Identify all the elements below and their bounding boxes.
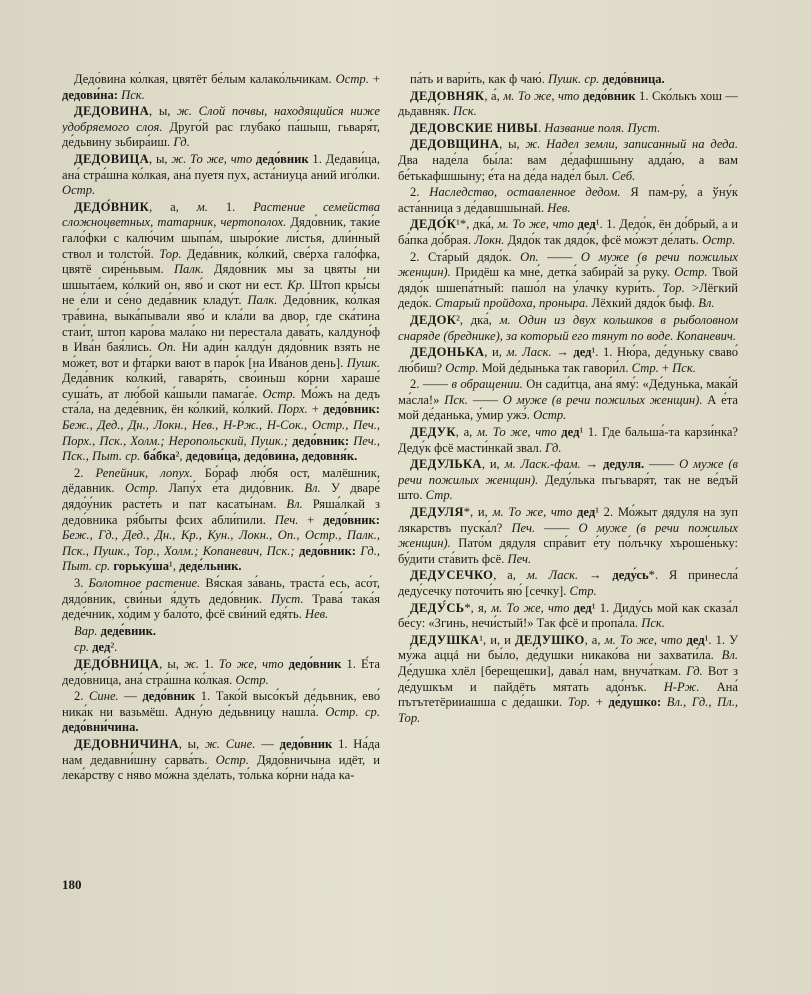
entry-text: ¹ 1. Диду́сь мой как сказа́л бе́су: «Згинь, нечи́стый!» Так фсё и пропа́ла. bbox=[398, 600, 738, 631]
entry-text: + bbox=[298, 512, 324, 527]
dictionary-entry bbox=[62, 657, 380, 688]
entry-text: дед bbox=[561, 425, 580, 440]
entry-text: , ы, bbox=[149, 151, 172, 166]
entry-text: Дядо́к так дядо́к, фсё мо́жэт де́лать. bbox=[504, 232, 703, 247]
entry-text: м. То же, что bbox=[497, 217, 574, 232]
headword: ДЕДОВИЦА bbox=[74, 151, 150, 166]
entry-text: Вя́ская за́вань, траста́ есь, асо́т, дядо́вник, сви́ньи я́дуть дедо́вник. bbox=[62, 576, 380, 606]
entry-text: Мо́жъ на дедъ ста́ла, на деде́вник, ён ко́лкий, ко́лкий. bbox=[62, 386, 380, 417]
entry-text: дедови́ца, дедо́вина, дедовня́к. bbox=[185, 449, 358, 464]
entry-text: То же, что bbox=[218, 656, 284, 671]
entry-text: + bbox=[590, 695, 609, 710]
entry-text: Пск. bbox=[444, 392, 468, 407]
entry-text: Деду́лька пъгьваря́т, так не ве́дъй што. bbox=[398, 472, 738, 503]
entry-text: Болотное растение. bbox=[88, 576, 201, 590]
entry-text: дедо́вник bbox=[142, 689, 196, 704]
entry-text: Дедо́вник, ко́лкая тра́винa, выка́пывали яво́ и кла́ли ва двор, где ска́тина стаи́т, штоп каро́ва мала́ко ни перестала дава́ть, калдуно́ф в Ива́н бая́лись. bbox=[62, 293, 380, 355]
entry-text: 1. На́да нам дедавни́шну сарва́ть. bbox=[62, 736, 380, 767]
entry-text: Вот з де́душкъм и пайдёть мятать адо́нък. bbox=[398, 663, 738, 694]
entry-text: дедо́вник bbox=[279, 736, 333, 751]
entry-text: м. То же, что bbox=[491, 600, 570, 615]
headword: ДЕДУК bbox=[410, 425, 456, 440]
entry-text: Остр. bbox=[674, 265, 708, 280]
entry-text: Пск. bbox=[672, 360, 696, 375]
dictionary-entry bbox=[398, 345, 738, 376]
entry-text: Дедо́вина ко́лкая, цвятёт бе́лым калако́льчикам. bbox=[74, 72, 336, 86]
headword: ДЕДУШКА bbox=[410, 632, 480, 647]
dictionary-entry bbox=[398, 377, 738, 424]
entry-text: Остр. bbox=[215, 752, 249, 767]
entry-text: м. То же, что bbox=[476, 425, 557, 440]
entry-text: Стр. bbox=[631, 360, 659, 375]
entry-text: 1. Дедави́ца, ана́ стра́шна ко́лкая, ана́ пуетя пух, аста́ниуца аний иго́лки. bbox=[62, 151, 380, 182]
entry-text: Остр. bbox=[533, 408, 567, 423]
entry-text: + bbox=[307, 402, 324, 417]
entry-text: де́душко: bbox=[608, 695, 662, 710]
entry-text: Два наде́ла бы́ла: вам де́дафшшыну адда́ю, а вам бе́тькафшшыну; е́та на де́да наде́л был. bbox=[398, 152, 738, 183]
entry-text: Ана́ пътътетёрииашша с де́дашки. bbox=[398, 679, 738, 710]
entry-text: , ы, bbox=[178, 736, 206, 751]
entry-text: Тор. bbox=[662, 280, 685, 295]
entry-text: Мой де́дынька так гавори́л. bbox=[478, 360, 632, 375]
entry-text: *, и, bbox=[463, 505, 493, 520]
dictionary-entry bbox=[398, 137, 738, 184]
dictionary-entry bbox=[398, 601, 738, 632]
entry-text: дед bbox=[686, 632, 705, 647]
entry-text: → bbox=[551, 345, 574, 360]
entry-text: Деда́вник, ко́лкий, све́рха гало́фка, цвятё сире́ньвым. bbox=[62, 246, 380, 277]
entry-text: , ы, bbox=[499, 137, 526, 152]
entry-text: Гд. bbox=[686, 663, 703, 678]
entry-text: ба́бка bbox=[143, 449, 176, 464]
entry-text: Тор. bbox=[567, 695, 591, 710]
dictionary-entry bbox=[398, 505, 738, 567]
entry-text: Вл. bbox=[286, 497, 303, 512]
entry-text: Остр. bbox=[445, 360, 479, 375]
entry-text: Пск. bbox=[641, 616, 665, 631]
entry-text: 1. Тако́й высо́къй де́дьвник, ево́ ника́к ни вазьмёш. Адну́ю де́дьвницу нашла́. bbox=[62, 689, 380, 719]
entry-text: Друго́й рас глубако́ па́шыш, гьваря́т, де́дьвину зьбира́иш. bbox=[62, 119, 380, 150]
entry-text: ¹*, дка́, bbox=[456, 217, 498, 232]
dictionary-entry bbox=[62, 152, 380, 199]
entry-text: О муже (в речи пожилых женщин). bbox=[398, 457, 738, 487]
headword: ДЕДОВНИЧИНА bbox=[74, 736, 179, 751]
entry-text: , и, bbox=[481, 457, 505, 472]
entry-text: Твой дядо́к шшепа́тный: пашо́л на у́лачку кури́ть. bbox=[398, 265, 738, 295]
headword: ДЕДО́К bbox=[410, 217, 457, 232]
entry-text: Репейник, лопух. bbox=[95, 465, 193, 480]
entry-text: дед bbox=[92, 640, 111, 655]
entry-text: Остр. ср. bbox=[325, 704, 380, 719]
entry-text: О муже (в речи пожилых женщин). bbox=[502, 392, 703, 407]
entry-text: 2. bbox=[74, 465, 96, 480]
entry-text: ¹ 2. Мо́жыт дядуля на зуп лякарствъ пуска́л? bbox=[398, 505, 738, 535]
entry-text: 1. bbox=[199, 656, 219, 671]
entry-text: дедо́вница. bbox=[602, 72, 665, 86]
entry-text: 1. Е́та дедо́вница, ана́ стра́шна ко́лкая. bbox=[62, 656, 380, 687]
entry-text: Пск. bbox=[121, 87, 145, 102]
entry-text: ¹. 1. Ню́ра, де́дуньку сваво́ лю́биш? bbox=[398, 345, 738, 375]
headword: ДЕДОК bbox=[410, 312, 457, 327]
entry-text: → bbox=[578, 568, 613, 583]
entry-text: ¹, и, и bbox=[479, 632, 515, 647]
entry-text: 2. bbox=[410, 185, 430, 200]
entry-text: Оп. bbox=[520, 249, 539, 264]
entry-text: ², дка́, bbox=[456, 312, 500, 327]
dictionary-entry bbox=[62, 640, 380, 656]
entry-text: дедо́вник: bbox=[299, 543, 356, 558]
entry-text: дедо́вни́чина. bbox=[62, 720, 139, 735]
headword: ДЕДОВИНА bbox=[74, 104, 150, 119]
dictionary-entry bbox=[62, 624, 380, 640]
entry-text: Кр. bbox=[287, 277, 306, 292]
entry-text: , а, bbox=[493, 568, 527, 583]
entry-text: деде́вник. bbox=[100, 623, 157, 638]
entry-text: —— bbox=[535, 520, 579, 535]
entry-text: Беж., Дед., Дн., Локн., Нев., Н-Рж., Н-Сок., Остр., Печ., Порх., Пск., Холм.; Неропольский, Пушк.; bbox=[62, 418, 380, 448]
entry-text: Вл. bbox=[698, 296, 715, 311]
entry-text: ¹. 1. Дедо́к, ён до́брый, а и ба́пка до́брая. bbox=[398, 217, 738, 247]
entry-text: ж. Слой почвы, находящийся ниже удобряемого слоя. bbox=[62, 104, 380, 134]
entry-text: 3. bbox=[74, 576, 89, 590]
entry-text: , ы, bbox=[159, 656, 185, 671]
entry-text: Лёхкий дядо́к быф. bbox=[588, 296, 699, 311]
entry-text: + bbox=[658, 360, 673, 375]
entry-text: Печ. bbox=[274, 512, 299, 527]
headword: ДЕДУ́СЬ bbox=[410, 600, 465, 615]
entry-text: *. Я принесла́ деду́сечку поточи́ть яю́ [сечку]. bbox=[398, 568, 738, 598]
dictionary-entry bbox=[62, 737, 380, 784]
dictionary-entry bbox=[62, 576, 380, 623]
entry-text: Стр. bbox=[425, 488, 453, 503]
entry-text: деду́сь bbox=[612, 568, 649, 583]
headword: ДЕДО́ВНИК bbox=[74, 199, 150, 214]
entry-text: Название поля. Пуст. bbox=[544, 120, 661, 135]
entry-text: Лапу́х е́та дидо́вник. bbox=[158, 481, 305, 496]
entry-text: Пск. bbox=[453, 104, 477, 119]
dictionary-entry bbox=[398, 185, 738, 216]
entry-text: Остр. bbox=[235, 672, 269, 687]
entry-text: Дядо́вник, таки́е гало́фки с калю́чим шыпа́м, шыро́кие ли́стья, дли́нный ствол и толсто́й. bbox=[62, 215, 380, 261]
entry-text: Вл. bbox=[721, 648, 738, 663]
entry-text: — bbox=[255, 736, 280, 751]
entry-text: — bbox=[118, 689, 143, 704]
entry-text: м. Один из двух кольшков в рыболовном снаряде (бреднике), за который его тянут по воде. Копаневич. bbox=[398, 312, 738, 343]
entry-text: Придёш ка мне́, детка́ забира́й за́ руку. bbox=[450, 265, 675, 280]
entry-text: Печ. bbox=[507, 551, 532, 566]
entry-text: дедо́вник: bbox=[323, 512, 380, 527]
entry-text: Остр. bbox=[125, 481, 159, 496]
entry-text: Старый пройдоха, проныра. bbox=[434, 296, 589, 311]
entry-text: ², bbox=[175, 449, 186, 464]
entry-text: дед bbox=[577, 505, 596, 520]
left-column bbox=[62, 72, 380, 832]
entry-text: дед bbox=[573, 345, 592, 360]
entry-text: дед bbox=[577, 217, 596, 232]
entry-text: Вл. bbox=[304, 481, 321, 496]
entry-text: ¹. 1. У му́жа аццá ни бы́ло, де́душки никако́ва ни захвати́ла. bbox=[398, 632, 738, 663]
entry-text: , а, bbox=[149, 199, 197, 214]
entry-text: Сине. bbox=[89, 689, 119, 704]
entry-text: м. Ласк. bbox=[526, 568, 579, 583]
headword: ДЕДУЛЯ bbox=[410, 505, 464, 520]
entry-text: А е́та мой де́данька, у́мир ужэ́. bbox=[398, 392, 738, 423]
entry-text: 2. Ста́рый дядо́к. bbox=[410, 249, 521, 264]
entry-text: Оп. bbox=[157, 340, 177, 355]
entry-text: Палк. bbox=[173, 262, 204, 277]
entry-text: дедо́вник bbox=[288, 656, 342, 671]
entry-text: Стр. bbox=[569, 584, 597, 598]
entry-text: Остр. bbox=[702, 232, 736, 247]
entry-text: → bbox=[580, 457, 603, 472]
entry-text: ср. bbox=[74, 640, 93, 655]
entry-text: Печ. bbox=[511, 520, 536, 535]
entry-text: ж. То же, что bbox=[171, 151, 253, 166]
entry-text: Локн. bbox=[474, 232, 505, 247]
dictionary-entry bbox=[398, 313, 738, 344]
entry-text: Тор. bbox=[159, 246, 182, 261]
entry-text: ¹, bbox=[169, 559, 180, 574]
entry-text: У дваре́ дядо́у́ник расте́ть и пат касаты́нам. bbox=[62, 481, 380, 512]
entry-text: Н-Рж. bbox=[663, 679, 700, 694]
entry-text: Я пам-ру́, а ўну́к аста́нница з де́давшшынай. bbox=[398, 185, 738, 215]
dictionary-entry bbox=[398, 121, 738, 137]
entry-text: Гд., Пыт. ср. bbox=[62, 543, 380, 574]
entry-text: па́ть и вари́ть, как ф чаю́. bbox=[410, 72, 548, 86]
entry-text: дед bbox=[573, 600, 592, 615]
entry-text: деде́льник. bbox=[179, 559, 242, 574]
dictionary-entry bbox=[62, 104, 380, 151]
entry-text: дедови́на: bbox=[62, 87, 118, 102]
entry-text: м. Ласк. bbox=[506, 345, 552, 360]
dictionary-entry bbox=[62, 466, 380, 575]
headword: ДЕДО́ВНИЦА bbox=[74, 656, 160, 671]
entry-text: Штоп кры́сы не е́ли и се́но деда́вник кладу́т. bbox=[62, 277, 380, 308]
entry-text: + bbox=[368, 72, 380, 86]
entry-text: м. bbox=[196, 199, 208, 214]
entry-text: Печ., Пск., Пыт. ср. bbox=[62, 433, 380, 464]
headword: ДЕДУШКО bbox=[514, 632, 585, 647]
entry-text: Беж., Гд., Дед., Дн., Кр., Кун., Локн., Оп., Остр., Палк., Пск., Пушк., Тор., Холм.; Копаневич, Пск.; bbox=[62, 528, 380, 558]
entry-text: горьку́ша bbox=[113, 559, 170, 574]
entry-text: *, я, bbox=[464, 600, 492, 615]
headword: ДЕДУСЕЧКО bbox=[410, 568, 494, 583]
dictionary-entry bbox=[398, 457, 738, 504]
entry-text: ж. Надел земли, записанный на деда. bbox=[525, 137, 738, 152]
entry-text: , и, bbox=[484, 345, 507, 360]
entry-text: Остр. bbox=[262, 386, 296, 401]
entry-text: , ы, bbox=[149, 104, 178, 119]
entry-text: м. То же, что bbox=[492, 505, 573, 520]
headword: ДЕДОВНЯК bbox=[410, 88, 485, 103]
page-number: 180 bbox=[62, 877, 82, 892]
entry-text: Палк. bbox=[247, 293, 278, 308]
entry-text: дедо́вник bbox=[582, 88, 636, 103]
dictionary-entry bbox=[398, 250, 738, 312]
entry-text: ж. bbox=[184, 656, 199, 671]
entry-text: ¹ 1. Где бальша́-та карзи́нка? Деду́к фсё масти́нкай звал. bbox=[398, 425, 738, 455]
dictionary-entry bbox=[398, 89, 738, 120]
entry-text: Нев. bbox=[304, 607, 329, 622]
dictionary-entry bbox=[62, 200, 380, 465]
dictionary-entry bbox=[62, 72, 380, 103]
entry-text: 1. bbox=[207, 199, 254, 214]
entry-text: Пуст. bbox=[270, 591, 304, 606]
dictionary-entry bbox=[398, 425, 738, 456]
entry-text: Остр. bbox=[335, 72, 369, 86]
entry-text: м. Ласк.-фам. bbox=[504, 457, 581, 472]
dictionary-entry bbox=[62, 689, 380, 736]
dictionary-entry bbox=[398, 568, 738, 599]
right-column bbox=[398, 72, 738, 862]
entry-text: Ряша́лкай з дедо́вника ря́быты фсих абли́пили. bbox=[62, 497, 380, 527]
entry-text: 2. —— bbox=[410, 377, 452, 392]
entry-text: дедо́вник: bbox=[292, 433, 350, 448]
entry-text: Наследство, оставленное дедом. bbox=[429, 185, 621, 200]
headword: ДЕДОВСКИЕ НИВЫ bbox=[410, 120, 539, 135]
entry-text: , а, bbox=[455, 425, 477, 440]
entry-text: Себ. bbox=[611, 168, 636, 183]
entry-text: дедо́вник bbox=[255, 151, 309, 166]
dictionary-entry bbox=[398, 633, 738, 727]
entry-text: >Лёгкий дедо́к. bbox=[398, 280, 738, 311]
headword: ДЕДОНЬКА bbox=[410, 345, 485, 360]
dictionary-entry bbox=[398, 72, 738, 88]
entry-text: Вл., Гд., Пл., Тор. bbox=[398, 695, 738, 725]
entry-text: Ни ади́н калду́н дядо́вник взять не мо́жет, вот и фта́рки вают в паро́к [на Ива́нов день]. bbox=[62, 340, 380, 370]
entry-text: дедо́вник: bbox=[323, 402, 380, 417]
entry-text: м. То же, что bbox=[604, 632, 683, 647]
entry-text: Деда́вник ко́лкий, гаваря́ть, сво́иньш ко́рни хараше́ суша́ть, ат лю́бой ка́шыли памага́е. bbox=[62, 371, 380, 401]
entry-text: —— bbox=[538, 249, 581, 264]
headword: ДЕДУЛЬКА bbox=[410, 457, 482, 472]
entry-text: Пушк. bbox=[346, 355, 380, 370]
entry-text: Порх. bbox=[277, 402, 308, 417]
entry-text: ж. Сине. bbox=[205, 736, 256, 751]
entry-text: —— bbox=[467, 392, 503, 407]
headword: ДЕДОВЩИНА bbox=[410, 137, 500, 152]
entry-text: Гд. bbox=[173, 135, 190, 150]
entry-text: Дядо́вник мы за цвяты ни шшыта́ем, ко́лкий он, яво́ и скот ни ест. bbox=[62, 262, 380, 292]
entry-text: Де́душка хлёл [берещешки], дава́л нам, внуча́ткам. bbox=[398, 663, 687, 678]
entry-text: Трава́ така́я деде́чник, хо́дим у бало́то, фсё сви́ний едя́ть. bbox=[62, 591, 380, 622]
entry-text: , а́, bbox=[484, 88, 504, 103]
entry-text: О муже (в речи пожилых женщин). bbox=[398, 520, 738, 551]
entry-text: в обращении. bbox=[451, 377, 523, 392]
entry-text: 1. Ско́лькъ хош — дьдавня́к. bbox=[398, 88, 738, 119]
entry-text: Он сади́тца, ана́ яму́: «Де́дунька, мака́й ма́сла!» bbox=[398, 377, 738, 407]
entry-text: Пато́м дядуля спра́вит е́ту по́лъчку хъроше́ньку: бу́дити ста́вить фсё. bbox=[398, 536, 738, 566]
entry-text: дедуля. bbox=[603, 457, 645, 472]
entry-text: Остр. bbox=[62, 183, 96, 198]
entry-text: Дядо́вничына идёт, и лека́рству с нявo мо́жна зде́лать, то́лька ко́рни на́да ка- bbox=[62, 752, 380, 783]
entry-text: Нев. bbox=[547, 200, 571, 215]
entry-text: , а, bbox=[584, 632, 605, 647]
entry-text: ². bbox=[110, 640, 118, 655]
entry-text: Растение семейства сложноцветных, татарник, чертополох. bbox=[62, 199, 380, 230]
entry-text: . bbox=[538, 120, 545, 135]
entry-text: Пушк. ср. bbox=[547, 72, 600, 86]
entry-text: Вар. bbox=[74, 623, 101, 638]
entry-text: Гд. bbox=[545, 440, 562, 455]
entry-text: О муже (в речи пожилых женщин). bbox=[398, 249, 738, 280]
dictionary-entry bbox=[398, 217, 738, 248]
entry-text: 2. bbox=[74, 689, 90, 704]
entry-text: —— bbox=[644, 457, 680, 472]
entry-text: Бо́раф лю́бя ост, малёшник, дёдавник. bbox=[62, 465, 380, 496]
entry-text: м. То же, что bbox=[503, 88, 580, 103]
